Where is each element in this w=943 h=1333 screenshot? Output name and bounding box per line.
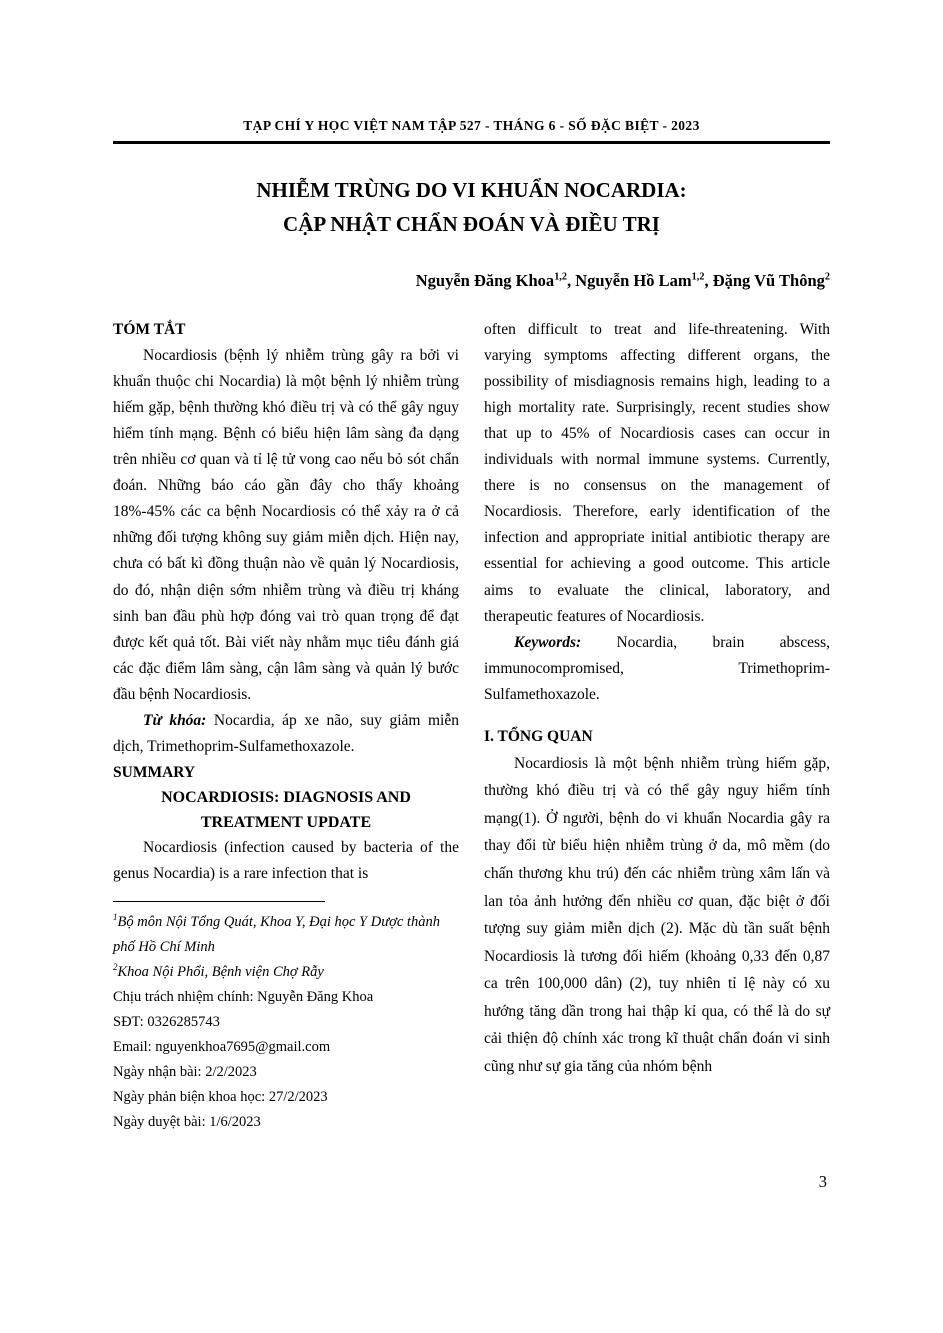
footnote-separator-rule: [113, 901, 325, 902]
abstract-vi-paragraph: Nocardiosis (bệnh lý nhiễm trùng gây ra bởi vi khuẩn thuộc chi Nocardia) là một bệnh lý nhiễm trùng hiếm gặp, bệnh thường khó điều trị và có thể gây nguy hiểm tính mạng. Bệnh có biểu hiện lâm sàng đa dạng trên nhiều cơ quan và tỉ lệ tử vong cao nếu bỏ sót chẩn đoán. Những báo cáo gần đây cho thấy khoảng 18%-45% các ca bệnh Nocardiosis có thể xảy ra ở cả những đối tượng không suy giảm miễn dịch. Hiện nay, chưa có bất kì đồng thuận nào về quản lý Nocardiosis, do đó, nhận diện sớm nhiễm trùng và điều trị kháng sinh ban đầu phù hợp đóng vai trò quan trọng để đạt được kết quả tốt. Bài viết này nhằm mục tiêu đánh giá các đặc điểm lâm sàng, cận lâm sàng và quản lý bước đầu bệnh Nocardiosis.: [113, 347, 459, 703]
section-1-heading: I. TỔNG QUAN: [484, 727, 593, 745]
footnote-phone: SĐT: 0326285743: [113, 1014, 220, 1031]
summary-heading: SUMMARY: [113, 763, 196, 781]
journal-header: TẠP CHÍ Y HỌC VIỆT NAM TẬP 527 - THÁNG 6 - SỐ ĐẶC BIỆT - 2023: [113, 118, 830, 144]
author-2-affil-sup: 1,2: [691, 271, 705, 283]
keywords-en-label: Keywords:: [514, 633, 582, 651]
author-separator: ,: [704, 271, 713, 291]
author-3-name: Đặng Vũ Thông: [712, 271, 825, 291]
author-separator: ,: [566, 271, 576, 291]
summary-title: NOCARDIOSIS: DIAGNOSIS AND TREATMENT UPDATE: [161, 788, 411, 831]
article-title-line1: NHIỄM TRÙNG DO VI KHUẨN NOCARDIA:: [256, 178, 687, 202]
authors-line: [113, 271, 830, 291]
keywords-vi-paragraph: [113, 708, 459, 760]
footnote-corresponding-author: Chịu trách nhiệm chính: Nguyễn Đăng Khoa: [113, 989, 374, 1006]
two-column-body: [113, 317, 830, 1135]
footnote-received-date: Ngày nhận bài: 2/2/2023: [113, 1064, 257, 1081]
article-title: [113, 174, 830, 241]
author-2-name: Nguyễn Hồ Lam: [575, 271, 692, 291]
footnote-affiliation-1: [113, 910, 459, 960]
footnote-affil-1-sup: 1: [113, 912, 118, 923]
abstract-en-continued-paragraph: often difficult to treat and life-threatening. With varying symptoms affecting different organs, the possibility of misdiagnosis remains high, leading to a high mortality rate. Surprisingly, recent studies show that up to 45% of Nocardiosis cases can occur in individuals with normal immune systems. Currently, there is no consensus on the management of Nocardiosis. Therefore, early identification of the infection and appropriate initial antibiotic therapy are essential for achieving a good outcome. This article aims to evaluate the clinical, laboratory, and therapeutic features of Nocardiosis.: [484, 321, 830, 625]
author-1-name: Nguyễn Đăng Khoa: [415, 271, 555, 291]
page-number: 3: [818, 1172, 827, 1191]
footnote-affil-2-text: Khoa Nội Phổi, Bệnh viện Chợ Rẫy: [117, 964, 324, 981]
author-1-affil-sup: 1,2: [554, 271, 567, 283]
article-title-line2: CẬP NHẬT CHẨN ĐOÁN VÀ ĐIỀU TRỊ: [283, 211, 660, 236]
keywords-en-paragraph: [484, 630, 830, 708]
keywords-vi-text: Nocardia, áp xe não, suy giảm miễn dịch, Trimethoprim-Sulfamethoxazole.: [113, 711, 459, 755]
keywords-vi-label: Từ khóa:: [143, 711, 207, 729]
keywords-en-text: Nocardia, brain abscess, immunocompromised, Trimethoprim-Sulfamethoxazole.: [484, 633, 830, 703]
abstract-en-start-paragraph: Nocardiosis (infection caused by bacteria of the genus Nocardia) is a rare infection that is: [113, 839, 459, 883]
footnote-block: [113, 910, 459, 1134]
footnote-email: Email: nguyenkhoa7695@gmail.com: [113, 1039, 331, 1056]
footnote-affil-2-sup: 2: [113, 962, 118, 973]
footnote-affil-1-text: Bộ môn Nội Tổng Quát, Khoa Y, Đại học Y Dược thành phố Hồ Chí Minh: [113, 914, 440, 956]
left-column: [113, 317, 459, 1135]
author-3-affil-sup: 2: [824, 271, 830, 283]
footnote-affiliation-2: [113, 960, 459, 985]
right-column: [484, 317, 830, 1135]
section-1-paragraph: Nocardiosis là một bệnh nhiễm trùng hiếm gặp, thường khó điều trị và có thể gây nguy hiểm tính mạng(1). Ở người, bệnh do vi khuẩn Nocardia gây ra thay đổi từ biểu hiện nhiễm trùng ở da, mô mềm (do chấn thương khu trú) đến các nhiễm trùng xâm lấn và lan tỏa ảnh hưởng đến nhiều cơ quan, đặc biệt ở đối tượng suy giảm miễn dịch (2). Mặc dù tần suất bệnh Nocardiosis là tương đối hiếm (khoảng 0,33 đến 0,87 ca trên 100,000 dân) (2), tuy nhiên tỉ lệ này có xu hướng tăng dần trong hai thập kỉ qua, có thể là do sự cải thiện độ chính xác trong kĩ thuật chẩn đoán vi sinh cũng như sự gia tăng của nhóm bệnh: [484, 754, 830, 1076]
footnote-accepted-date: Ngày duyệt bài: 1/6/2023: [113, 1113, 261, 1130]
abstract-vi-heading: TÓM TẮT: [113, 321, 186, 339]
footnote-reviewed-date: Ngày phản biện khoa học: 27/2/2023: [113, 1088, 328, 1105]
